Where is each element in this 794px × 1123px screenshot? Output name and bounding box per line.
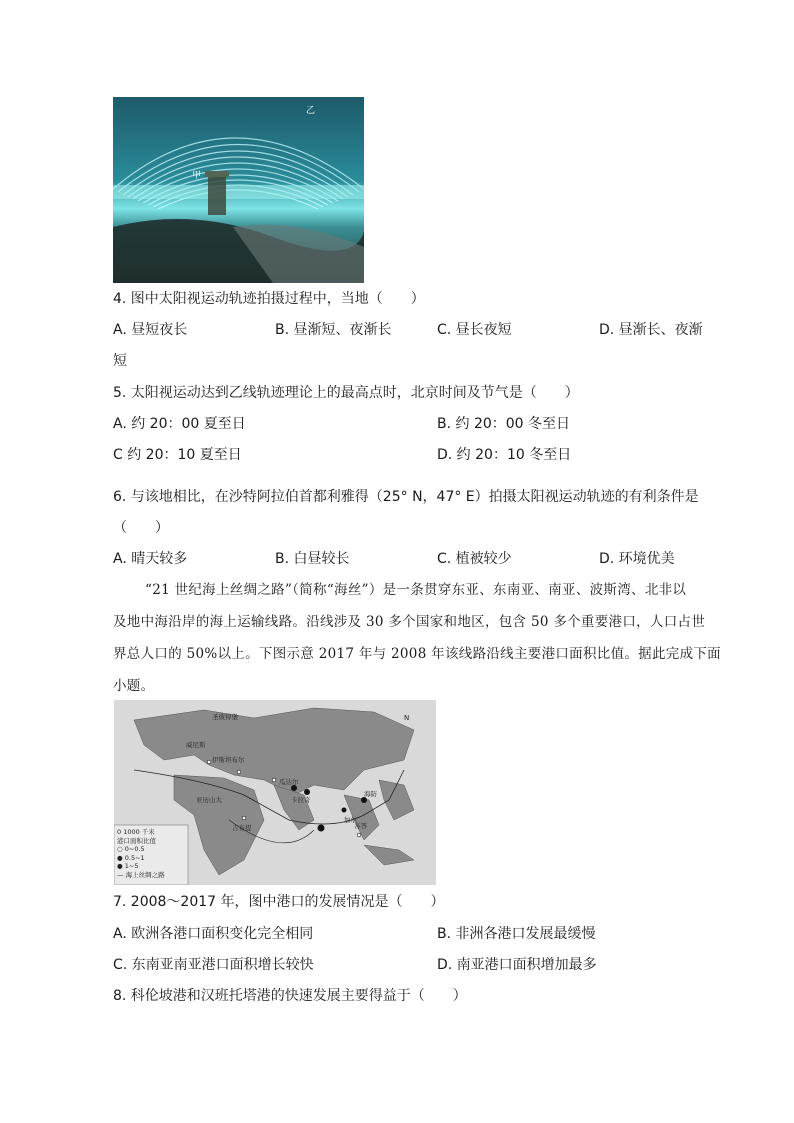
legend-item-1: ○ 0~0.5 <box>117 845 145 853</box>
q7-option-b[interactable]: B. 非洲各港口发展最缓慢 <box>437 926 596 942</box>
q7-option-a[interactable]: A. 欧洲各港口面积变化完全相同 <box>113 926 314 942</box>
q6-option-d[interactable]: D. 环境优美 <box>599 551 675 567</box>
solar-trail-photo <box>113 97 364 283</box>
svg-text:海防: 海防 <box>364 790 377 798</box>
legend-item-3: ● 1~5 <box>117 862 139 870</box>
q5-option-d[interactable]: D. 约 20：10 冬至日 <box>437 447 572 463</box>
legend-item-2-label: 0.5~1 <box>124 853 145 862</box>
silk-road-map <box>114 700 436 885</box>
q7-stem: 7. 2008～2017 年，图中港口的发展情况是（ ） <box>113 894 445 910</box>
map-scale: 0 1000 千米 <box>117 828 155 836</box>
svg-text:卡拉奇: 卡拉奇 <box>291 796 311 804</box>
q6-option-c[interactable]: C. 植被较少 <box>437 551 512 567</box>
q4-option-d-wrap: 短 <box>113 353 127 369</box>
svg-text:威尼斯: 威尼斯 <box>186 741 206 749</box>
q7-option-c[interactable]: C. 东南亚南亚港口面积增长较快 <box>113 957 314 973</box>
svg-text:各答: 各答 <box>354 822 367 830</box>
q6-stem: 6. 与该地相比，在沙特阿拉伯首都利雅得（25° N，47° E）拍摄太阳视运动轨迹的有利条件是 <box>113 489 699 505</box>
passage-line-2: 及地中海沿岸的海上运输线路。沿线涉及 30 多个国家和地区，包含 50 多个重要港口，人口占世 <box>113 614 706 630</box>
legend-title: 港口面积比值 <box>117 836 156 845</box>
passage-line-1: “21 世纪海上丝绸之路”（简称“海丝”）是一条贯穿东亚、东南亚、南亚、波斯湾、北非以 <box>145 582 687 598</box>
q7-option-d[interactable]: D. 南亚港口面积增加最多 <box>437 957 597 973</box>
svg-text:N: N <box>404 714 410 722</box>
svg-text:圣彼得堡: 圣彼得堡 <box>212 713 238 721</box>
legend-item-4-label: 海上丝绸之路 <box>125 870 165 879</box>
q8-stem: 8. 科伦坡港和汉班托塔港的快速发展主要得益于（ ） <box>113 988 467 1004</box>
q5-option-c[interactable]: C 约 20：10 夏至日 <box>113 447 242 463</box>
q4-option-a[interactable]: A. 昼短夜长 <box>113 322 188 338</box>
q4-option-c[interactable]: C. 昼长夜短 <box>437 322 512 338</box>
q4-option-b[interactable]: B. 昼渐短、夜渐长 <box>275 322 392 338</box>
svg-text:瓜达尔: 瓜达尔 <box>279 778 299 786</box>
q6-option-a[interactable]: A. 晴天较多 <box>113 551 188 567</box>
passage-line-3: 界总人口的 50%以上。下图示意 2017 年与 2008 年该线路沿线主要港口面积比值。据此完成下面 <box>113 646 721 662</box>
q4-stem: 4. 图中太阳视运动轨迹拍摄过程中，当地（ ） <box>113 291 425 307</box>
svg-text:吉布提: 吉布提 <box>232 824 252 832</box>
legend-item-1-label: 0~0.5 <box>124 845 145 853</box>
q5-option-a[interactable]: A. 约 20：00 夏至日 <box>113 416 246 432</box>
label-jia: 甲 <box>192 171 202 181</box>
legend-item-3-label: 1~5 <box>124 862 139 870</box>
q6-stem-blank: （ ） <box>113 520 169 536</box>
q5-option-b[interactable]: B. 约 20：00 冬至日 <box>437 416 571 432</box>
legend-item-4: — 海上丝绸之路 <box>117 870 165 879</box>
q4-option-d[interactable]: D. 昼渐长、夜渐 <box>599 322 703 338</box>
legend-item-2: ● 0.5~1 <box>117 853 145 862</box>
svg-text:亚历山大: 亚历山大 <box>196 796 222 804</box>
svg-text:伊斯坦布尔: 伊斯坦布尔 <box>212 756 245 764</box>
map-legend <box>117 828 165 879</box>
q5-stem: 5. 太阳视运动达到乙线轨迹理论上的最高点时，北京时间及节气是（ ） <box>113 385 579 401</box>
svg-text:加尔: 加尔 <box>344 816 357 824</box>
q6-option-b[interactable]: B. 白昼较长 <box>275 551 350 567</box>
label-yi: 乙 <box>306 106 316 116</box>
passage-line-4: 小题。 <box>113 678 155 694</box>
solar-trail-image <box>113 97 364 283</box>
